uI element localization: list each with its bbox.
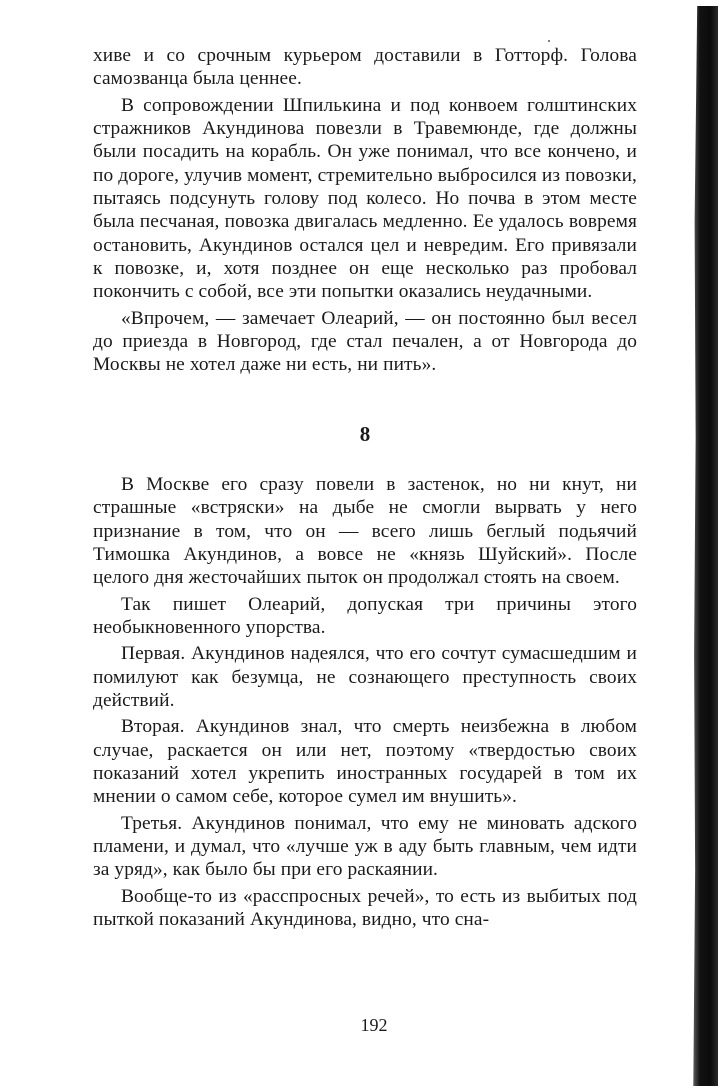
paragraph-reason-first: Первая. Акундинов надеялся, что его сочтут сумасшедшим и помилуют как безумца, не сознающего преступность своих действий. bbox=[93, 643, 637, 711]
scan-speck bbox=[548, 40, 550, 42]
paragraph-moscow-torture: В Москве его сразу повели в застенок, но ни кнут, ни страшные «встряски» на дыбе не смогли вырвать у него признание в том, что он — всего лишь беглый подьячий Тимошка Акундинов, а вовсе не «князь Шуйский». После целого дня жесточайших пыток он продолжал стоять на своем. bbox=[93, 473, 637, 589]
paragraph-continued: хиве и со срочным курьером доставили в Готторф. Голова самозванца была ценнее. bbox=[93, 45, 637, 90]
paragraph-reason-third: Третья. Акундинов понимал, что ему не миновать адского пламени, и думал, что «лучше уж в аду быть главным, чем идти за уряд», как было бы при его раскаянии. bbox=[93, 812, 637, 881]
paragraph-escape-attempt: В сопровождении Шпилькина и под конвоем голштинских стражников Акундинова повезли в Травемюнде, где должны были посадить на корабль. Он уже понимал, что все кончено, и по дороге, улучив момент, стремительно выбросился из повозки, пытаясь подсунуть голову под колесо. Но почва в этом месте была песчаная, повозка двигалась медленно. Ее удалось вовремя остановить, Акундинов остался цел и невредим. Его привязали к повозке, и, хотя позднее он еще несколько раз пробовал покончить с собой, все эти попытки оказались неудачными. bbox=[93, 94, 637, 303]
paragraph-interrogation: Вообще-то из «расспросных речей», то есть из выбитых под пыткой показаний Акундинова, видно, что сна- bbox=[93, 885, 637, 930]
chapter-number: 8 bbox=[359, 421, 371, 446]
page-number: 192 bbox=[360, 1015, 388, 1035]
binding-strip bbox=[692, 6, 718, 1086]
paragraph-reason-second: Вторая. Акундинов знал, что смерть неизбежна в любом случае, раскается он или нет, поэтому «твердостью своих показаний хотел укрепить иностранных государей в том их мнении о самом себе, которое сумел им внушить». bbox=[93, 716, 637, 808]
book-binding-shadow bbox=[690, 0, 724, 1090]
book-page-text bbox=[93, 44, 637, 931]
paragraph-olearius-quote: «Впрочем, — замечает Олеарий, — он постоянно был весел до приезда в Новгород, где стал печален, а от Новгорода до Москвы не хотел даже ни есть, ни пить». bbox=[93, 307, 637, 376]
paragraph-three-reasons: Так пишет Олеарий, допуская три причины этого необыкновенного упорства. bbox=[93, 593, 637, 638]
